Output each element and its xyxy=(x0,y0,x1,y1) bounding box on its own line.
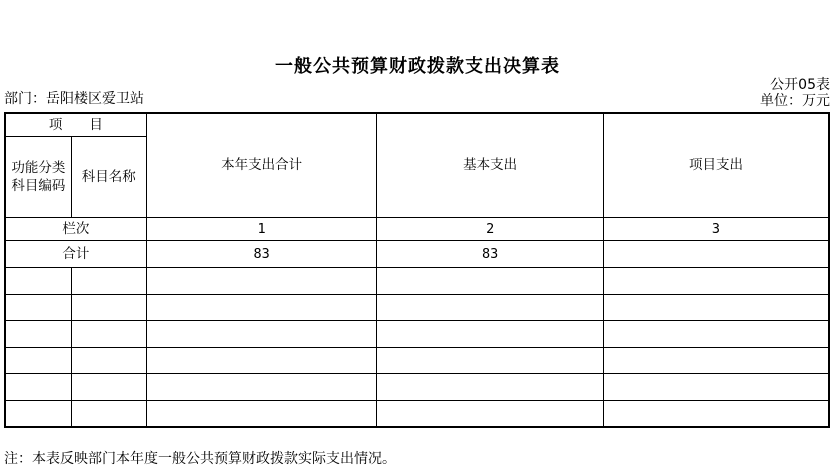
header-row-top xyxy=(5,113,829,137)
table-code-label: 公开05表 xyxy=(770,77,830,93)
header-col-project-expenditure: 项目支出 xyxy=(603,113,829,218)
column-index-row xyxy=(5,218,829,241)
header-func-code xyxy=(5,137,71,218)
empty-row xyxy=(5,374,829,401)
empty-cell xyxy=(146,347,377,374)
column-index-2: 2 xyxy=(377,218,604,241)
empty-cell xyxy=(603,294,829,321)
empty-cell xyxy=(603,268,829,295)
empty-cell xyxy=(603,321,829,348)
empty-rows xyxy=(5,268,829,428)
empty-cell xyxy=(377,321,604,348)
footnote: 注：本表反映部门本年度一般公共预算财政拨款实际支出情况。 xyxy=(4,451,396,467)
empty-cell xyxy=(603,400,829,427)
empty-cell xyxy=(603,374,829,401)
column-index-3: 3 xyxy=(603,218,829,241)
empty-cell xyxy=(71,374,146,401)
department-label: 部门：岳阳楼区爱卫站 xyxy=(4,91,144,107)
empty-cell xyxy=(5,268,71,295)
empty-cell xyxy=(146,374,377,401)
total-basic: 83 xyxy=(377,241,604,268)
empty-cell xyxy=(71,268,146,295)
empty-cell xyxy=(5,321,71,348)
expenditure-table xyxy=(4,112,830,428)
empty-cell xyxy=(146,294,377,321)
empty-cell xyxy=(71,294,146,321)
total-project xyxy=(603,241,829,268)
header-item-group: 项 目 xyxy=(5,113,146,137)
unit-label: 单位：万元 xyxy=(760,93,830,109)
empty-cell xyxy=(5,294,71,321)
empty-row xyxy=(5,268,829,295)
total-row-label: 合计 xyxy=(5,241,146,268)
empty-cell xyxy=(377,374,604,401)
header-func-code-line1: 功能分类 xyxy=(11,159,66,176)
empty-cell xyxy=(71,400,146,427)
empty-row xyxy=(5,347,829,374)
header-func-code-line2: 科目编码 xyxy=(11,178,66,194)
empty-cell xyxy=(146,268,377,295)
empty-cell xyxy=(377,400,604,427)
empty-cell xyxy=(146,321,377,348)
table-header-and-data xyxy=(5,113,829,268)
column-index-1: 1 xyxy=(146,218,377,241)
empty-cell xyxy=(5,400,71,427)
empty-row xyxy=(5,294,829,321)
empty-cell xyxy=(377,347,604,374)
header-col-basic-expenditure: 基本支出 xyxy=(377,113,604,218)
header-col-current-year-total: 本年支出合计 xyxy=(146,113,377,218)
empty-cell xyxy=(71,321,146,348)
column-index-label: 栏次 xyxy=(5,218,146,241)
empty-row xyxy=(5,400,829,427)
empty-row xyxy=(5,321,829,348)
empty-cell xyxy=(603,347,829,374)
total-row xyxy=(5,241,829,268)
empty-cell xyxy=(5,347,71,374)
empty-cell xyxy=(377,268,604,295)
total-current-year: 83 xyxy=(146,241,377,268)
empty-cell xyxy=(5,374,71,401)
empty-cell xyxy=(146,400,377,427)
empty-cell xyxy=(71,347,146,374)
page-title: 一般公共预算财政拨款支出决算表 xyxy=(275,56,560,77)
empty-cell xyxy=(377,294,604,321)
header-subject-name: 科目名称 xyxy=(71,137,146,218)
